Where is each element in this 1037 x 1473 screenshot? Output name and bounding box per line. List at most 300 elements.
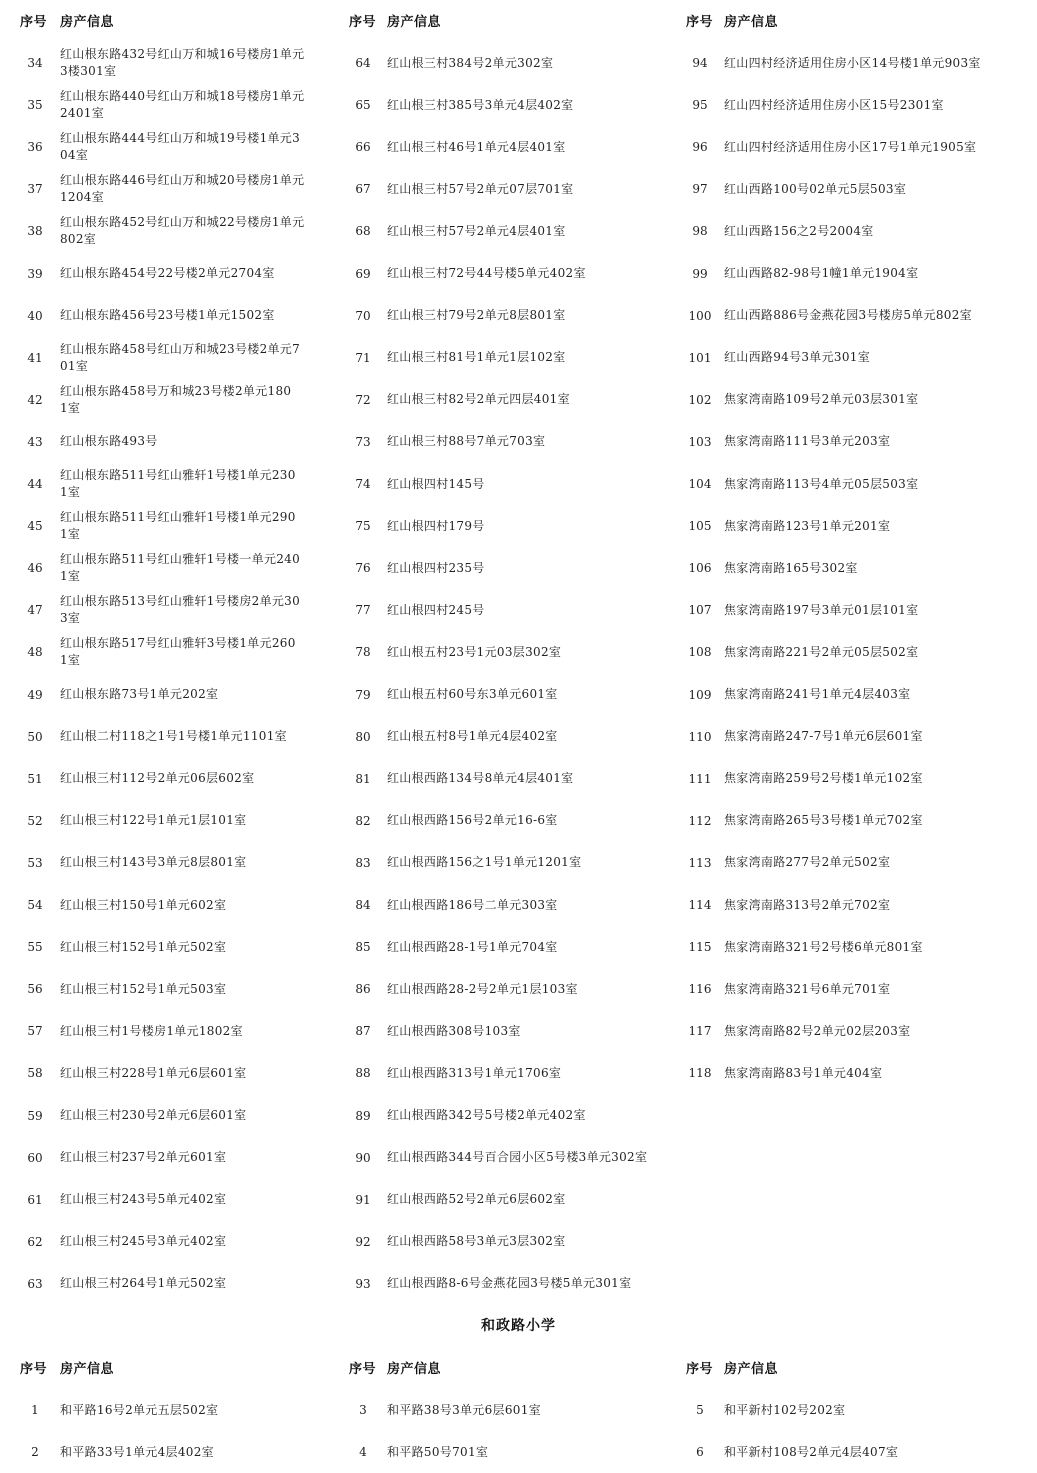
row-number: 49 [27, 687, 43, 702]
property-info-text: 红山根三村79号2单元8层801室 [387, 308, 566, 323]
property-info-text: 红山根东路456号23号楼1单元1502室 [60, 308, 275, 323]
table-row [0, 84, 340, 126]
property-info-text: 红山根三村245号3单元402室 [60, 1234, 227, 1249]
property-info [724, 168, 1014, 210]
header-info-label: 房产信息 [60, 15, 115, 30]
table-row [327, 842, 667, 884]
table-row [0, 547, 340, 589]
property-info [724, 42, 1014, 84]
row-number: 1 [31, 1403, 39, 1417]
property-info [724, 631, 1014, 673]
property-info-text: 红山西路156之2号2004室 [724, 223, 874, 238]
row-number: 39 [27, 266, 43, 281]
property-info-text: 红山根西路186号二单元303室 [387, 897, 558, 912]
row-number: 6 [696, 1445, 704, 1460]
property-info [724, 463, 1014, 505]
property-info [724, 1052, 1014, 1094]
table-row [327, 1221, 667, 1263]
row-number: 58 [27, 1066, 43, 1081]
property-info-text: 红山根四村235号 [387, 560, 485, 575]
row-number: 68 [355, 224, 371, 239]
property-info [60, 42, 340, 84]
property-info [387, 758, 672, 800]
table-row [0, 716, 340, 758]
table-row [664, 631, 1004, 673]
property-info [387, 1431, 672, 1473]
property-info [387, 421, 672, 463]
row-number: 62 [27, 1234, 43, 1249]
row-number: 93 [355, 1276, 371, 1291]
table-row [664, 1431, 1004, 1473]
row-number: 101 [688, 350, 712, 365]
property-info [387, 968, 672, 1010]
property-info-text: 红山根三村57号2单元07层701室 [387, 181, 574, 196]
table-row [327, 379, 667, 421]
property-info-text: 焦家湾南路113号4单元05层503室 [724, 476, 919, 491]
table-row [0, 1010, 340, 1052]
header-info-label: 房产信息 [387, 1362, 442, 1377]
row-number: 79 [355, 687, 371, 702]
table-row [327, 674, 667, 716]
table-row [0, 758, 340, 800]
property-info-text: 红山根东路458号万和城23号楼2单元180 1室 [60, 383, 292, 415]
property-info [387, 84, 672, 126]
property-info [60, 926, 340, 968]
row-number: 52 [27, 813, 43, 828]
property-info-text: 红山根三村72号44号楼5单元402室 [387, 266, 586, 280]
property-info-text: 红山根东路511号红山雅轩1号楼1单元230 1室 [60, 468, 296, 499]
row-number: 111 [688, 771, 712, 786]
row-number: 50 [27, 729, 43, 744]
row-number: 70 [355, 308, 371, 323]
property-info [60, 716, 340, 758]
table-row [664, 337, 1004, 379]
table-row [0, 168, 340, 210]
table-row [664, 505, 1004, 547]
property-info [387, 674, 672, 716]
property-info-text: 焦家湾南路111号3单元203室 [724, 434, 891, 449]
property-info [60, 842, 340, 884]
row-number: 112 [688, 813, 712, 828]
row-number: 105 [688, 519, 712, 534]
row-number: 48 [27, 645, 43, 660]
table-row [327, 884, 667, 926]
table-row [327, 547, 667, 589]
header-number-label: 序号 [686, 15, 714, 30]
row-number: 113 [688, 855, 712, 870]
table-row [664, 589, 1004, 631]
property-info [387, 547, 672, 589]
table-row [0, 926, 340, 968]
row-number: 97 [692, 182, 708, 197]
table-row [0, 589, 340, 631]
row-number: 38 [27, 224, 43, 239]
table-row [0, 1221, 340, 1263]
property-info [724, 758, 1014, 800]
property-info [387, 126, 672, 168]
table-row [327, 42, 667, 84]
table-row [0, 842, 340, 884]
row-number: 54 [27, 898, 43, 912]
header-info-label: 房产信息 [724, 1362, 779, 1377]
row-number: 34 [27, 56, 43, 70]
property-info [724, 842, 1014, 884]
table-row [0, 800, 340, 842]
property-info-text: 焦家湾南路109号2单元03层301室 [724, 392, 919, 407]
property-info-text: 红山根东路444号红山万和城19号楼1单元3 04室 [60, 131, 301, 163]
header-number-label: 序号 [349, 15, 377, 30]
property-info [724, 968, 1014, 1010]
row-number: 41 [27, 350, 43, 365]
table-row [664, 463, 1004, 505]
table-row [664, 926, 1004, 968]
property-info-text: 焦家湾南路83号1单元404室 [724, 1065, 883, 1080]
property-info-text: 焦家湾南路197号3单元01层101室 [724, 602, 919, 617]
row-number: 75 [355, 519, 371, 534]
row-number: 96 [692, 140, 708, 155]
property-info-text: 红山根三村228号1单元6层601室 [60, 1065, 247, 1080]
property-info-text: 红山根三村82号2单元四层401室 [387, 392, 570, 407]
property-info [387, 253, 672, 295]
property-info-text: 焦家湾南路165号302室 [724, 560, 858, 575]
table-row [664, 421, 1004, 463]
row-number: 116 [688, 982, 712, 997]
row-number: 88 [355, 1066, 371, 1081]
property-info-text: 红山根东路493号 [60, 434, 158, 449]
property-info [387, 589, 672, 631]
property-info [387, 168, 672, 210]
property-info-text: 红山四村经济适用住房小区15号2301室 [724, 97, 944, 112]
property-info [60, 421, 340, 463]
row-number: 85 [355, 940, 371, 955]
row-number: 5 [696, 1403, 704, 1417]
property-info [724, 421, 1014, 463]
property-info [387, 210, 672, 252]
row-number: 104 [688, 477, 712, 491]
header-info-label: 房产信息 [387, 15, 442, 30]
row-number: 43 [27, 434, 43, 449]
property-info [60, 1221, 340, 1263]
property-info [60, 1431, 340, 1473]
row-number: 55 [27, 940, 43, 955]
table-row [664, 295, 1004, 337]
property-info [387, 1052, 672, 1094]
property-info [60, 589, 340, 631]
property-info [60, 1263, 340, 1305]
table-row [664, 168, 1004, 210]
property-info-text: 红山根西路313号1单元1706室 [387, 1065, 562, 1080]
header-number-label: 序号 [20, 1362, 48, 1377]
property-info-text: 红山根四村179号 [387, 518, 485, 533]
row-number: 2 [31, 1445, 39, 1460]
property-info [387, 884, 672, 926]
property-info-text: 红山根东路452号红山万和城22号楼房1单元 802室 [60, 215, 305, 247]
table-row [327, 1431, 667, 1473]
header-number-label: 序号 [20, 15, 48, 30]
property-info-text: 红山西路82-98号1幢1单元1904室 [724, 266, 919, 280]
row-number: 57 [27, 1024, 43, 1039]
table-row [664, 1389, 1004, 1431]
property-info-text: 红山四村经济适用住房小区14号楼1单元903室 [724, 55, 981, 70]
table-row [327, 337, 667, 379]
property-info [60, 1095, 340, 1137]
property-info [724, 716, 1014, 758]
table-row [327, 758, 667, 800]
row-number: 72 [355, 392, 371, 407]
table-header [0, 1347, 340, 1389]
table-row [664, 253, 1004, 295]
row-number: 114 [688, 898, 712, 912]
property-info-text: 红山根二村118之1号1号楼1单元1101室 [60, 729, 287, 744]
property-info-text: 红山根东路454号22号楼2单元2704室 [60, 266, 275, 280]
table-row [327, 253, 667, 295]
row-number: 47 [27, 603, 43, 618]
property-info [60, 547, 340, 589]
property-info [387, 716, 672, 758]
table-row [0, 1052, 340, 1094]
property-info [60, 1137, 340, 1179]
property-info [387, 631, 672, 673]
property-info-text: 红山根三村150号1单元602室 [60, 897, 227, 912]
property-info-text: 红山根五村60号东3单元601室 [387, 687, 558, 701]
property-info [724, 547, 1014, 589]
row-number: 98 [692, 224, 708, 239]
property-info-text: 红山根西路28-2号2单元1层103室 [387, 981, 578, 996]
row-number: 99 [692, 266, 708, 281]
table-row [0, 379, 340, 421]
row-number: 107 [688, 603, 712, 618]
property-info-text: 焦家湾南路221号2单元05层502室 [724, 644, 919, 659]
row-number: 103 [688, 434, 712, 449]
property-info-text: 红山根三村1号楼房1单元1802室 [60, 1023, 243, 1038]
property-info [387, 800, 672, 842]
property-info-text: 红山根西路134号8单元4层401室 [387, 771, 574, 786]
row-number: 80 [355, 729, 371, 744]
property-info-text: 和平路16号2单元五层502室 [60, 1402, 219, 1417]
property-info-text: 红山根三村112号2单元06层602室 [60, 771, 255, 786]
table-row [664, 884, 1004, 926]
property-info-text: 红山根三村243号5单元402室 [60, 1192, 227, 1207]
property-info-text: 红山根五村8号1单元4层402室 [387, 729, 558, 744]
property-info [60, 1052, 340, 1094]
property-info-text: 焦家湾南路321号2号楼6单元801室 [724, 939, 923, 954]
row-number: 42 [27, 392, 43, 407]
property-info-text: 红山根西路52号2单元6层602室 [387, 1192, 566, 1207]
table-row [664, 210, 1004, 252]
table-row [327, 1389, 667, 1431]
property-info [387, 1010, 672, 1052]
row-number: 35 [27, 98, 43, 113]
table-row [0, 505, 340, 547]
property-info-text: 和平新村102号202室 [724, 1402, 846, 1417]
row-number: 106 [688, 561, 712, 576]
row-number: 78 [355, 645, 371, 660]
table-row [327, 800, 667, 842]
property-info [60, 253, 340, 295]
property-info-text: 焦家湾南路82号2单元02层203室 [724, 1023, 911, 1038]
property-info [724, 295, 1014, 337]
property-info [387, 379, 672, 421]
table-header [664, 1347, 1004, 1389]
row-number: 102 [688, 392, 712, 407]
row-number: 65 [355, 98, 371, 113]
property-info-text: 和平路38号3单元6层601室 [387, 1402, 541, 1417]
table-row [0, 968, 340, 1010]
property-info [387, 1389, 672, 1431]
table-row [327, 631, 667, 673]
row-number: 71 [355, 350, 371, 365]
table-row [0, 421, 340, 463]
header-info-label: 房产信息 [724, 15, 779, 30]
property-info-text: 红山根三村384号2单元302室 [387, 55, 554, 70]
header-info-label: 房产信息 [60, 1362, 115, 1377]
table-row [664, 716, 1004, 758]
property-info [724, 1389, 1014, 1431]
row-number: 110 [688, 729, 712, 744]
row-number: 91 [355, 1192, 371, 1207]
property-info-text: 焦家湾南路241号1单元4层403室 [724, 687, 911, 701]
row-number: 87 [355, 1024, 371, 1039]
property-info [60, 126, 340, 168]
row-number: 56 [27, 982, 43, 997]
property-info-text: 红山根西路344号百合园小区5号楼3单元302室 [387, 1150, 648, 1165]
row-number: 73 [355, 434, 371, 449]
row-number: 69 [355, 266, 371, 281]
property-info-text: 红山根三村143号3单元8层801室 [60, 855, 247, 870]
property-info [724, 126, 1014, 168]
row-number: 117 [688, 1024, 712, 1039]
property-info [60, 884, 340, 926]
property-info [724, 884, 1014, 926]
table-header [664, 0, 1004, 42]
row-number: 74 [355, 477, 371, 491]
table-row [664, 968, 1004, 1010]
property-info-text: 红山根西路156之1号1单元1201室 [387, 855, 582, 870]
property-info [724, 379, 1014, 421]
property-info [387, 842, 672, 884]
row-number: 109 [688, 687, 712, 702]
property-info [60, 1010, 340, 1052]
row-number: 100 [688, 308, 712, 323]
property-info [724, 337, 1014, 379]
property-info [60, 674, 340, 716]
property-info [387, 295, 672, 337]
property-info [387, 505, 672, 547]
property-info-text: 红山根三村264号1单元502室 [60, 1276, 227, 1291]
property-info-text: 焦家湾南路123号1单元201室 [724, 518, 891, 533]
table-row [0, 337, 340, 379]
property-info-text: 红山根西路28-1号1单元704室 [387, 939, 558, 954]
table-row [0, 1431, 340, 1473]
property-info-text: 红山根三村152号1单元503室 [60, 981, 227, 996]
table-header [327, 1347, 667, 1389]
table-row [327, 295, 667, 337]
table-row [664, 126, 1004, 168]
table-row [0, 631, 340, 673]
property-info-text: 红山根三村81号1单元1层102室 [387, 350, 566, 365]
property-info-text: 红山根三村237号2单元601室 [60, 1150, 227, 1165]
property-info-text: 焦家湾南路247-7号1单元6层601室 [724, 729, 923, 744]
property-info [387, 1095, 672, 1137]
row-number: 81 [355, 771, 371, 786]
property-info [724, 253, 1014, 295]
property-info-text: 红山根西路58号3单元3层302室 [387, 1234, 566, 1249]
property-info-text: 红山根三村385号3单元4层402室 [387, 97, 574, 112]
property-info-text: 红山根东路458号红山万和城23号楼2单元7 01室 [60, 341, 301, 373]
table-row [327, 126, 667, 168]
property-info-text: 红山根东路73号1单元202室 [60, 687, 219, 701]
table-row [664, 84, 1004, 126]
property-info [60, 379, 340, 421]
row-number: 45 [27, 519, 43, 534]
table-row [327, 463, 667, 505]
property-info-text: 红山根三村46号1单元4层401室 [387, 139, 566, 154]
row-number: 90 [355, 1150, 371, 1165]
row-number: 92 [355, 1234, 371, 1249]
row-number: 59 [27, 1108, 43, 1123]
property-info-text: 红山根西路8-6号金燕花园3号楼5单元301室 [387, 1276, 632, 1291]
property-info [60, 84, 340, 126]
row-number: 67 [355, 182, 371, 197]
table-row [327, 1179, 667, 1221]
property-info-text: 红山根东路511号红山雅轩1号楼一单元240 1室 [60, 552, 301, 584]
property-info [387, 463, 672, 505]
property-info [724, 1431, 1014, 1473]
row-number: 3 [359, 1403, 367, 1417]
property-info-text: 红山根三村230号2单元6层601室 [60, 1108, 247, 1122]
property-info-text: 红山西路886号金燕花园3号楼房5单元802室 [724, 308, 972, 323]
row-number: 61 [27, 1192, 43, 1207]
table-row [664, 758, 1004, 800]
property-info-text: 焦家湾南路321号6单元701室 [724, 981, 891, 996]
property-info-text: 红山根西路342号5号楼2单元402室 [387, 1108, 586, 1122]
table-row [327, 210, 667, 252]
row-number: 51 [27, 771, 43, 786]
row-number: 46 [27, 561, 43, 576]
table-row [0, 1095, 340, 1137]
property-info [724, 674, 1014, 716]
property-info-text: 红山根四村145号 [387, 476, 485, 491]
table-row [0, 253, 340, 295]
row-number: 66 [355, 140, 371, 155]
row-number: 53 [27, 855, 43, 870]
table-row [327, 926, 667, 968]
property-info-text: 焦家湾南路277号2单元502室 [724, 855, 891, 870]
table-row [0, 1263, 340, 1305]
table-row [327, 1263, 667, 1305]
property-info [60, 463, 340, 505]
property-info [60, 168, 340, 210]
table-row [0, 42, 340, 84]
property-info-text: 红山根西路156号2单元16-6室 [387, 813, 558, 828]
table-row [327, 505, 667, 547]
property-info [724, 926, 1014, 968]
table-row [0, 1137, 340, 1179]
property-info-text: 红山根东路517号红山雅轩3号楼1单元260 1室 [60, 636, 296, 668]
table-row [327, 716, 667, 758]
row-number: 64 [355, 56, 371, 70]
row-number: 44 [27, 477, 43, 491]
table-row [327, 968, 667, 1010]
table-row [327, 1137, 667, 1179]
row-number: 115 [688, 940, 712, 955]
property-info [60, 800, 340, 842]
row-number: 4 [359, 1445, 367, 1460]
table-row [327, 1010, 667, 1052]
property-info [387, 1263, 672, 1305]
header-number-label: 序号 [686, 1362, 714, 1377]
row-number: 118 [688, 1066, 712, 1081]
